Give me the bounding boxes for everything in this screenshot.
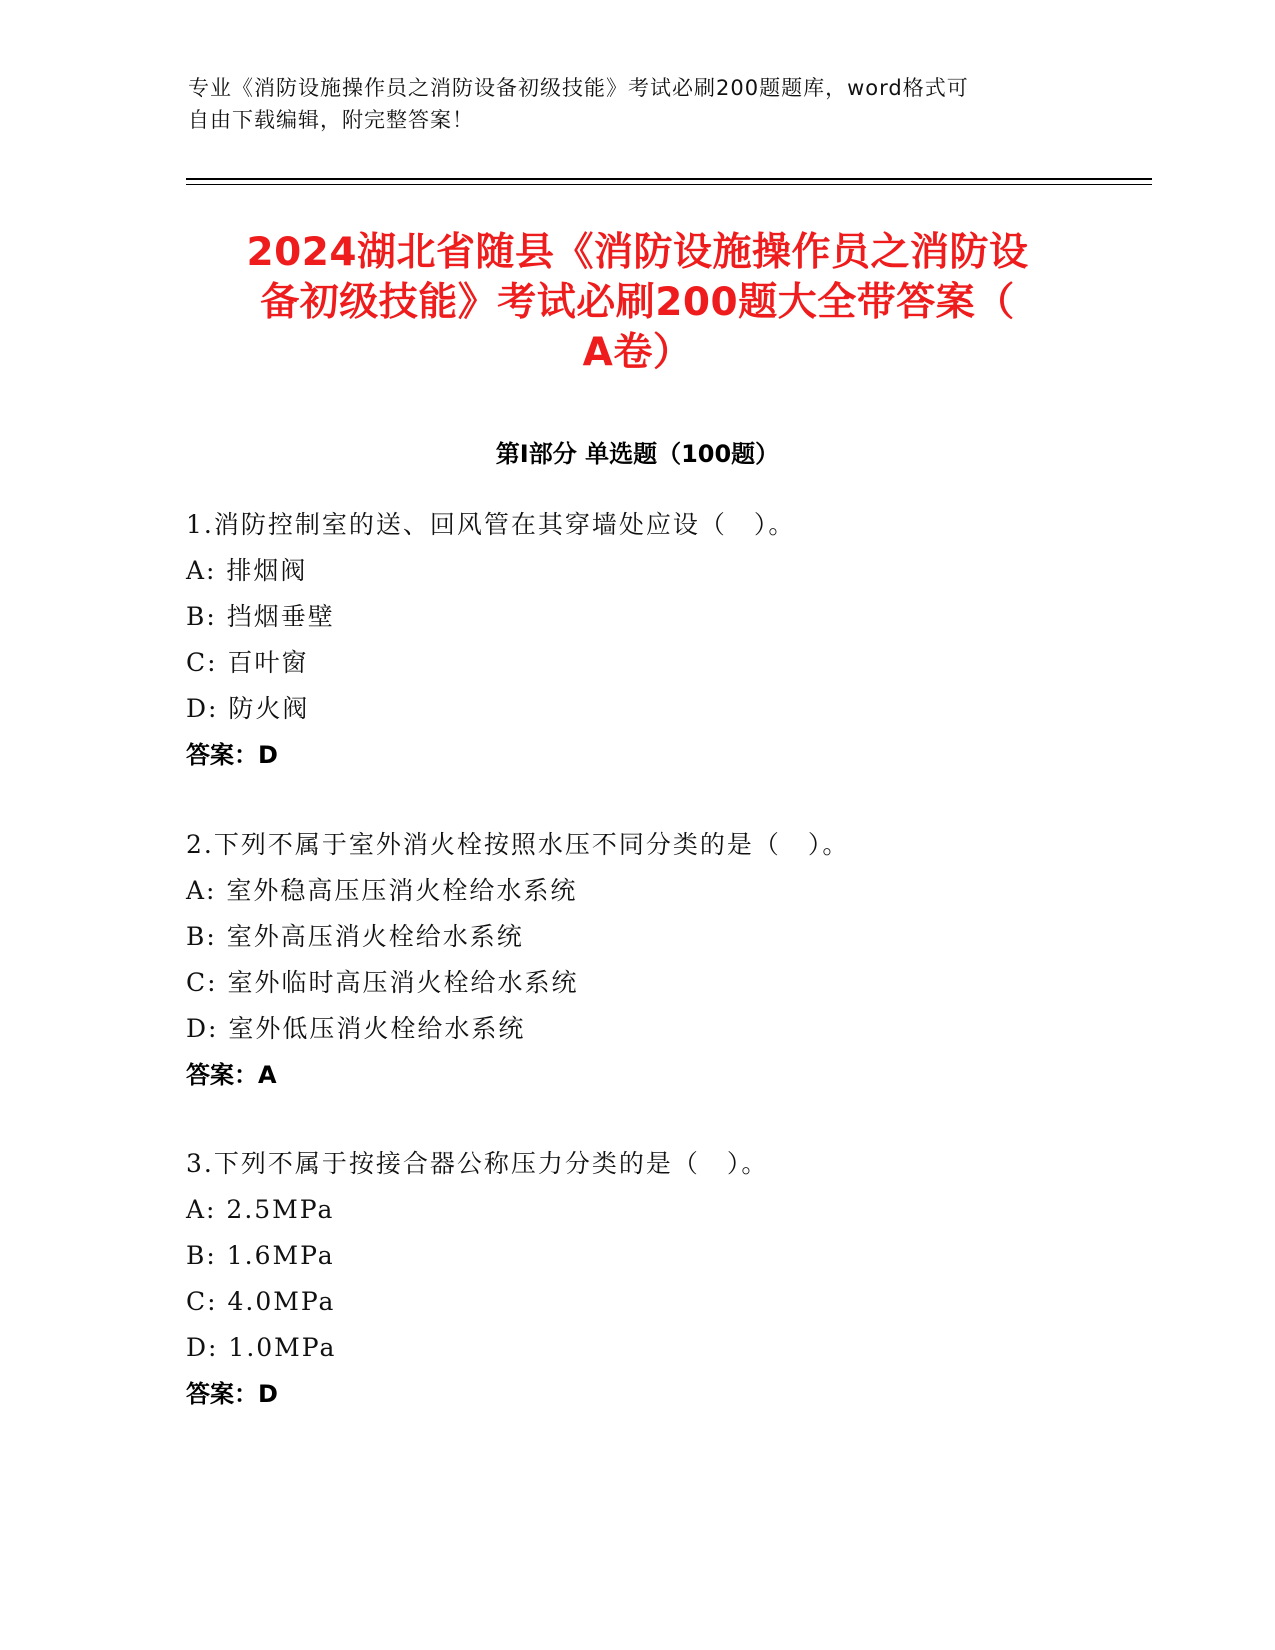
header-divider-thick xyxy=(186,178,1152,180)
option-b: B: 1.6MPa xyxy=(186,1241,335,1270)
option-d: D: 1.0MPa xyxy=(186,1333,337,1362)
document-title-line-2: 备初级技能》考试必刷200题大全带答案（ xyxy=(260,280,1015,325)
question-1 xyxy=(186,502,1186,778)
question-2 xyxy=(186,822,1186,1098)
answer: 答案：A xyxy=(186,1061,277,1089)
question-stem: 2.下列不属于室外消火栓按照水压不同分类的是（ ）。 xyxy=(186,830,850,859)
option-b: B: 室外高压消火栓给水系统 xyxy=(186,922,524,951)
option-d: D: 室外低压消火栓给水系统 xyxy=(186,1014,526,1043)
option-c: C: 4.0MPa xyxy=(186,1287,336,1316)
option-a: A: 排烟阀 xyxy=(186,556,308,585)
section-title: 第Ⅰ部分 单选题（100题） xyxy=(495,440,780,468)
header-divider-thin xyxy=(186,184,1152,185)
option-a: A: 室外稳高压压消火栓给水系统 xyxy=(186,876,578,905)
option-d: D: 防火阀 xyxy=(186,694,310,723)
option-c: C: 室外临时高压消火栓给水系统 xyxy=(186,968,579,997)
option-b: B: 挡烟垂壁 xyxy=(186,602,335,631)
question-stem: 1.消防控制室的送、回风管在其穿墙处应设（ ）。 xyxy=(186,510,796,539)
header-note-line-2: 自由下载编辑，附完整答案！ xyxy=(188,108,474,132)
answer: 答案：D xyxy=(186,1380,278,1408)
answer: 答案：D xyxy=(186,741,278,769)
option-c: C: 百叶窗 xyxy=(186,648,309,677)
document-title-line-1: 2024湖北省随县《消防设施操作员之消防设 xyxy=(246,230,1029,275)
question-stem: 3.下列不属于按接合器公称压力分类的是（ ）。 xyxy=(186,1149,769,1178)
question-3 xyxy=(186,1141,1186,1417)
header-note xyxy=(188,72,1088,136)
header-note-line-1: 专业《消防设施操作员之消防设备初级技能》考试必刷200题题库，word格式可 xyxy=(188,76,969,100)
document-title xyxy=(150,228,1125,378)
document-title-line-3: A卷） xyxy=(582,330,693,375)
option-a: A: 2.5MPa xyxy=(186,1195,335,1224)
